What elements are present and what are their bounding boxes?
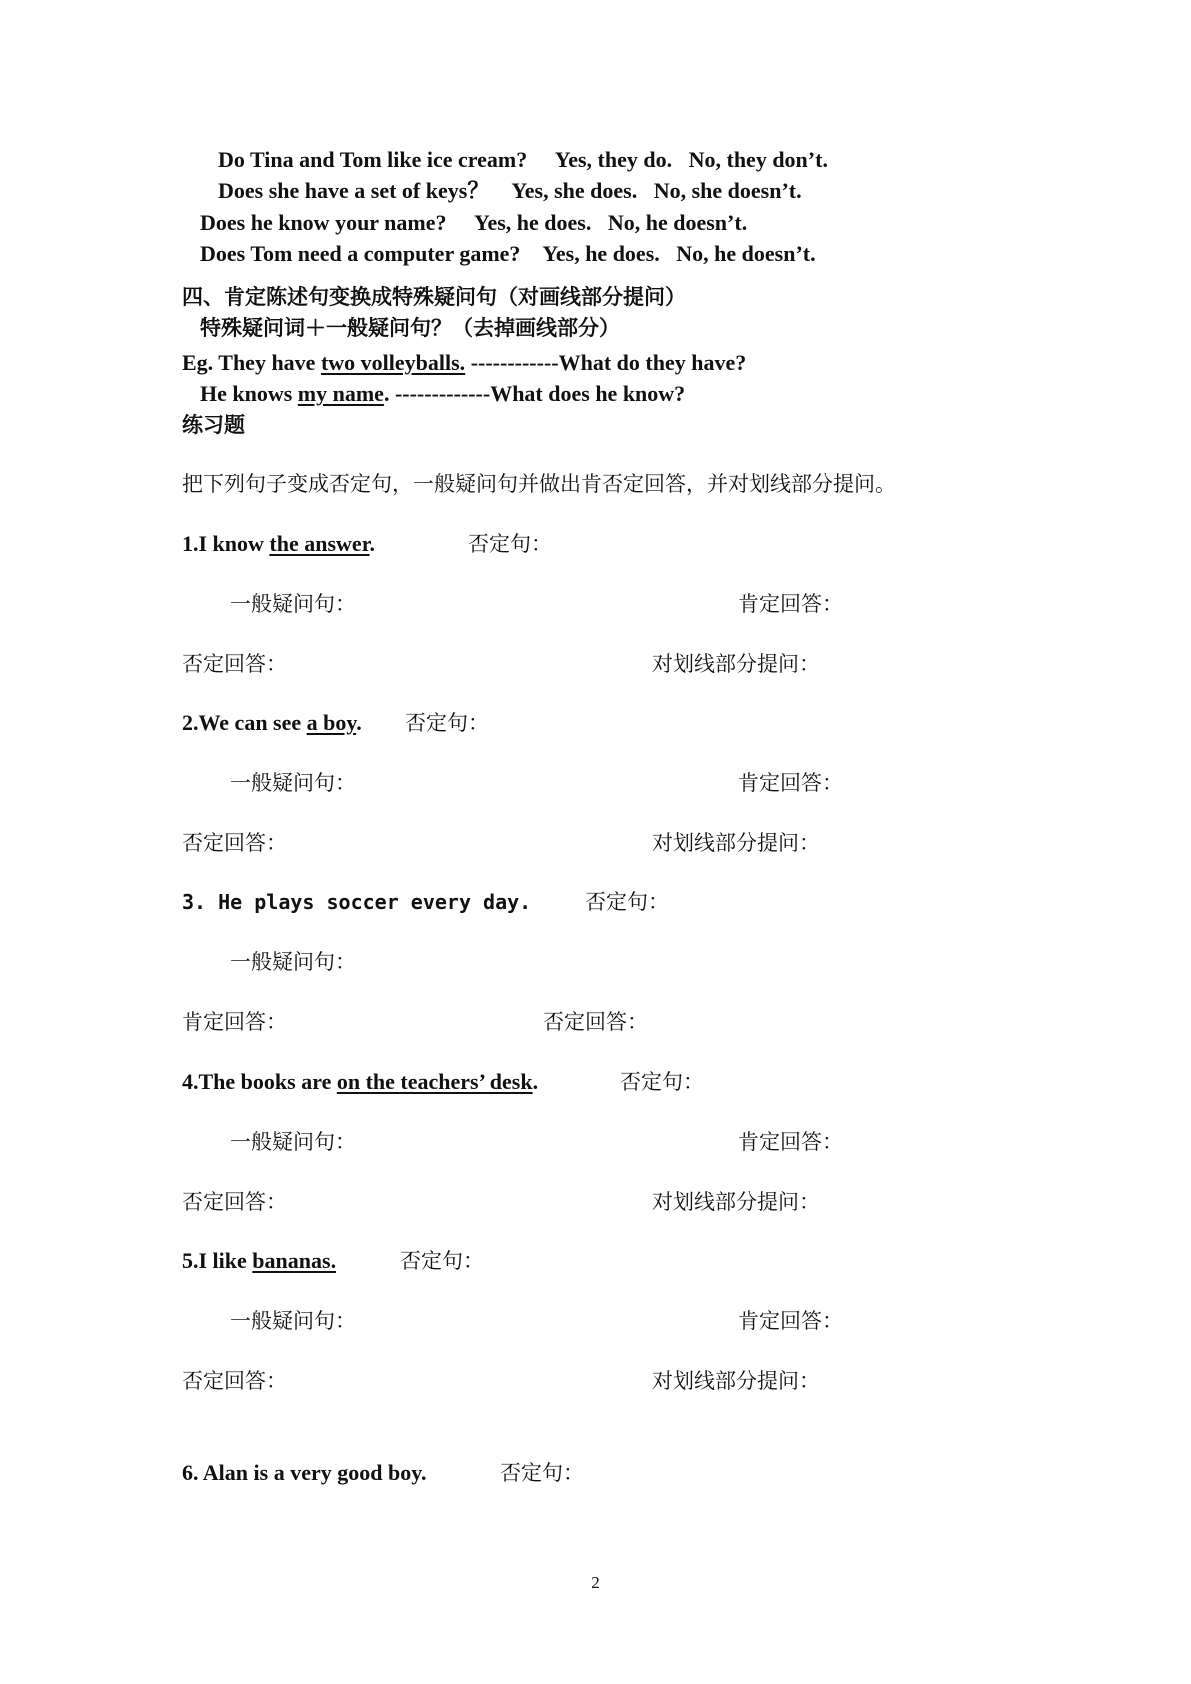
exercise-3-neg-label: 否定句： (585, 890, 669, 914)
eg-text: ------------What do they have? (465, 350, 747, 375)
exercise-1-ask-label: 对划线部分提问： (652, 652, 820, 676)
exercise-4-neg-label: 否定句： (620, 1070, 704, 1094)
exercise-4-no-label: 否定回答： (182, 1190, 287, 1214)
exercise-6-sentence: 6. Alan is a very good boy. (182, 1460, 427, 1485)
example-sentence-1 (182, 349, 746, 377)
exercise-1-no-label: 否定回答： (182, 652, 287, 676)
example-line-1 (218, 146, 828, 174)
example-yes: Yes, he does. (542, 241, 660, 266)
exercise-2-neg-label: 否定句： (405, 711, 489, 735)
exercise-4-general-q-label: 一般疑问句： (230, 1130, 356, 1154)
exercise-5-yes-label: 肯定回答： (738, 1309, 843, 1333)
example-question: Does Tom need a computer game? (200, 241, 521, 266)
exercise-2-no-label: 否定回答： (182, 831, 287, 855)
example-question: Does he know your name? (200, 210, 447, 235)
example-question: Do Tina and Tom like ice cream? (218, 147, 528, 172)
sentence-text: . (356, 710, 362, 735)
exercise-3-sentence: 3. He plays soccer every day. (182, 890, 532, 914)
exercise-5-ask-label: 对划线部分提问： (652, 1369, 820, 1393)
eg-text: . -------------What does he know? (383, 381, 686, 406)
sentence-text: 1.I know (182, 531, 270, 556)
exercise-1-sentence (182, 530, 375, 558)
sentence-text: . (369, 531, 375, 556)
sentence-text: 4.The books are (182, 1069, 337, 1094)
eg-text: Eg. They have (182, 350, 321, 375)
exercise-2-yes-label: 肯定回答： (738, 771, 843, 795)
example-no: No, he doesn’t. (607, 210, 748, 235)
exercise-1-general-q-label: 一般疑问句： (230, 592, 356, 616)
eg-text: He knows (200, 381, 298, 406)
sentence-text: . (532, 1069, 539, 1094)
example-line-2 (218, 177, 802, 205)
example-no: No, he doesn’t. (676, 241, 816, 266)
section-formula: 特殊疑问词＋一般疑问句？（去掉画线部分） (200, 316, 620, 340)
underlined-part: a boy (306, 710, 357, 735)
example-yes: Yes, he does. (474, 210, 592, 235)
example-question: Does she have a set of keys？ (218, 178, 490, 203)
section-heading: 四、肯定陈述句变换成特殊疑问句（对画线部分提问） (182, 285, 686, 309)
eg-underlined: my name (297, 381, 384, 406)
eg-underlined: two volleyballs. (320, 350, 466, 375)
sentence-text: 5.I like (182, 1248, 253, 1273)
exercise-4-ask-label: 对划线部分提问： (652, 1190, 820, 1214)
example-no: No, they don’t. (688, 147, 828, 172)
exercise-2-ask-label: 对划线部分提问： (652, 831, 820, 855)
exercise-5-general-q-label: 一般疑问句： (230, 1309, 356, 1333)
exercise-3-general-q-label: 一般疑问句： (230, 950, 356, 974)
exercise-3-no-label: 否定回答： (543, 1010, 648, 1034)
underlined-part: the answer (269, 531, 370, 556)
exercise-4-sentence (182, 1068, 538, 1096)
exercise-1-neg-label: 否定句： (468, 532, 552, 556)
exercise-2-general-q-label: 一般疑问句： (230, 771, 356, 795)
exercise-4-yes-label: 肯定回答： (738, 1130, 843, 1154)
practice-instruction: 把下列句子变成否定句，一般疑问句并做出肯否定回答，并对划线部分提问。 (182, 472, 896, 496)
sentence-text: 2.We can see (182, 710, 307, 735)
exercise-5-neg-label: 否定句： (400, 1249, 484, 1273)
example-line-4 (200, 240, 816, 268)
example-yes: Yes, she does. (511, 178, 638, 203)
practice-title: 练习题 (182, 413, 245, 437)
page-number: 2 (591, 1573, 600, 1592)
underlined-part: bananas. (252, 1248, 337, 1273)
example-sentence-2 (200, 380, 685, 408)
example-line-3 (200, 209, 747, 237)
exercise-1-yes-label: 肯定回答： (738, 592, 843, 616)
exercise-6-neg-label: 否定句： (500, 1461, 584, 1485)
exercise-3-yes-label: 肯定回答： (182, 1010, 287, 1034)
underlined-part: on the teachers’ desk (336, 1069, 533, 1094)
exercise-5-no-label: 否定回答： (182, 1369, 287, 1393)
example-yes: Yes, they do. (554, 147, 673, 172)
exercise-5-sentence (182, 1247, 336, 1275)
example-no: No, she doesn’t. (653, 178, 802, 203)
exercise-2-sentence (182, 709, 362, 737)
